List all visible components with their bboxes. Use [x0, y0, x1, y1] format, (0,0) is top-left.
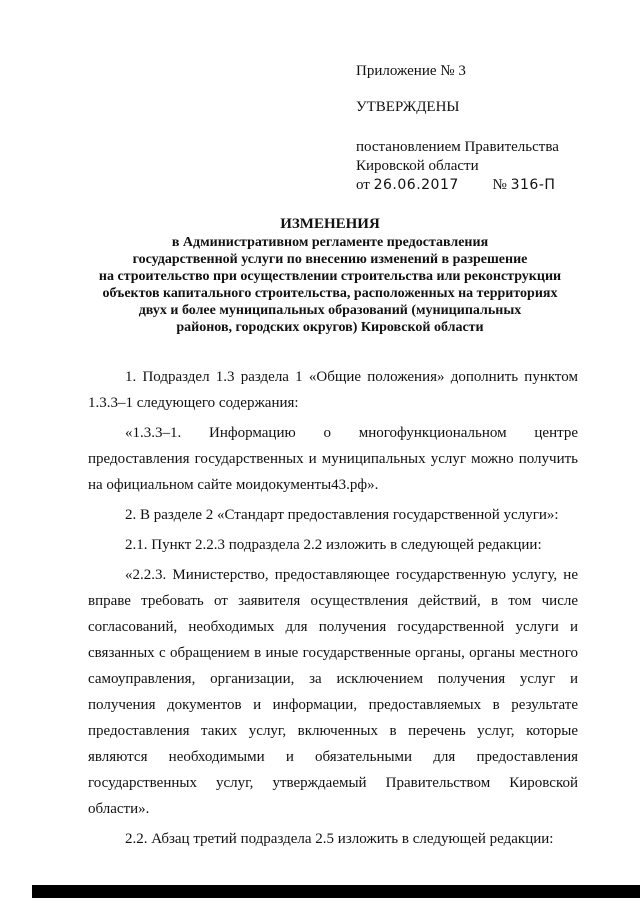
date-prefix: от	[356, 177, 370, 193]
document-title-block	[80, 216, 580, 336]
title-line-3: на строительство при осуществлении строительства или реконструкции	[98, 269, 562, 284]
title-line-2: государственной услуги по внесению изменений в разрешение	[132, 252, 528, 267]
paragraph-6: 2.2. Абзац третий подраздела 2.5 изложить в следующей редакции:	[125, 831, 554, 847]
number-prefix: №	[492, 177, 507, 193]
paragraph-2: «1.3.3–1. Информацию о многофункциональном центре предоставления государственных и муниципальных услуг можно получить на официальном сайте моидокументы43.рф».	[88, 425, 578, 493]
handwritten-date: 26.06.2017	[373, 177, 459, 193]
handwritten-number: 316-П	[510, 177, 556, 193]
paragraph-4: 2.1. Пункт 2.2.3 подраздела 2.2 изложить в следующей редакции:	[125, 537, 542, 553]
document-body	[88, 364, 578, 852]
document-title: ИЗМЕНЕНИЯ	[280, 216, 380, 232]
approval-block	[356, 62, 606, 195]
title-line-1: в Административном регламенте предоставления	[171, 235, 489, 250]
paragraph-5: «2.2.3. Министерство, предоставляющее государственную услугу, не вправе требовать от заявителя осуществления действий, в том числе согласований, необходимых для получения государственной услуги и связанных с обращением в иные государственные органы, органы местного самоуправления, организации, за исключением получения услуг и получения документов и информации, предоставляемых в результате предоставления таких услуг, включенных в перечень услуг, которые являются необходимыми и обязательными для предоставления государственных услуг, утверждаемый Правительством Кировской области».	[88, 567, 578, 817]
approval-date-number	[356, 176, 606, 195]
approved-by-line-1: постановлением Правительства	[356, 139, 559, 155]
appendix-label: Приложение № 3	[356, 63, 466, 79]
paragraph-1: 1. Подраздел 1.3 раздела 1 «Общие положения» дополнить пунктом 1.3.3–1 следующего содержания:	[88, 369, 578, 411]
scan-edge-bar	[32, 885, 640, 898]
title-line-4: объектов капитального строительства, расположенных на территориях	[102, 286, 558, 301]
title-line-6: районов, городских округов) Кировской области	[176, 320, 484, 335]
paragraph-3: 2. В разделе 2 «Стандарт предоставления государственной услуги»:	[125, 507, 559, 523]
approved-by-line-2: Кировской области	[356, 158, 479, 174]
title-line-5: двух и более муниципальных образований (муниципальных	[138, 303, 522, 318]
approved-label: УТВЕРЖДЕНЫ	[356, 99, 460, 115]
